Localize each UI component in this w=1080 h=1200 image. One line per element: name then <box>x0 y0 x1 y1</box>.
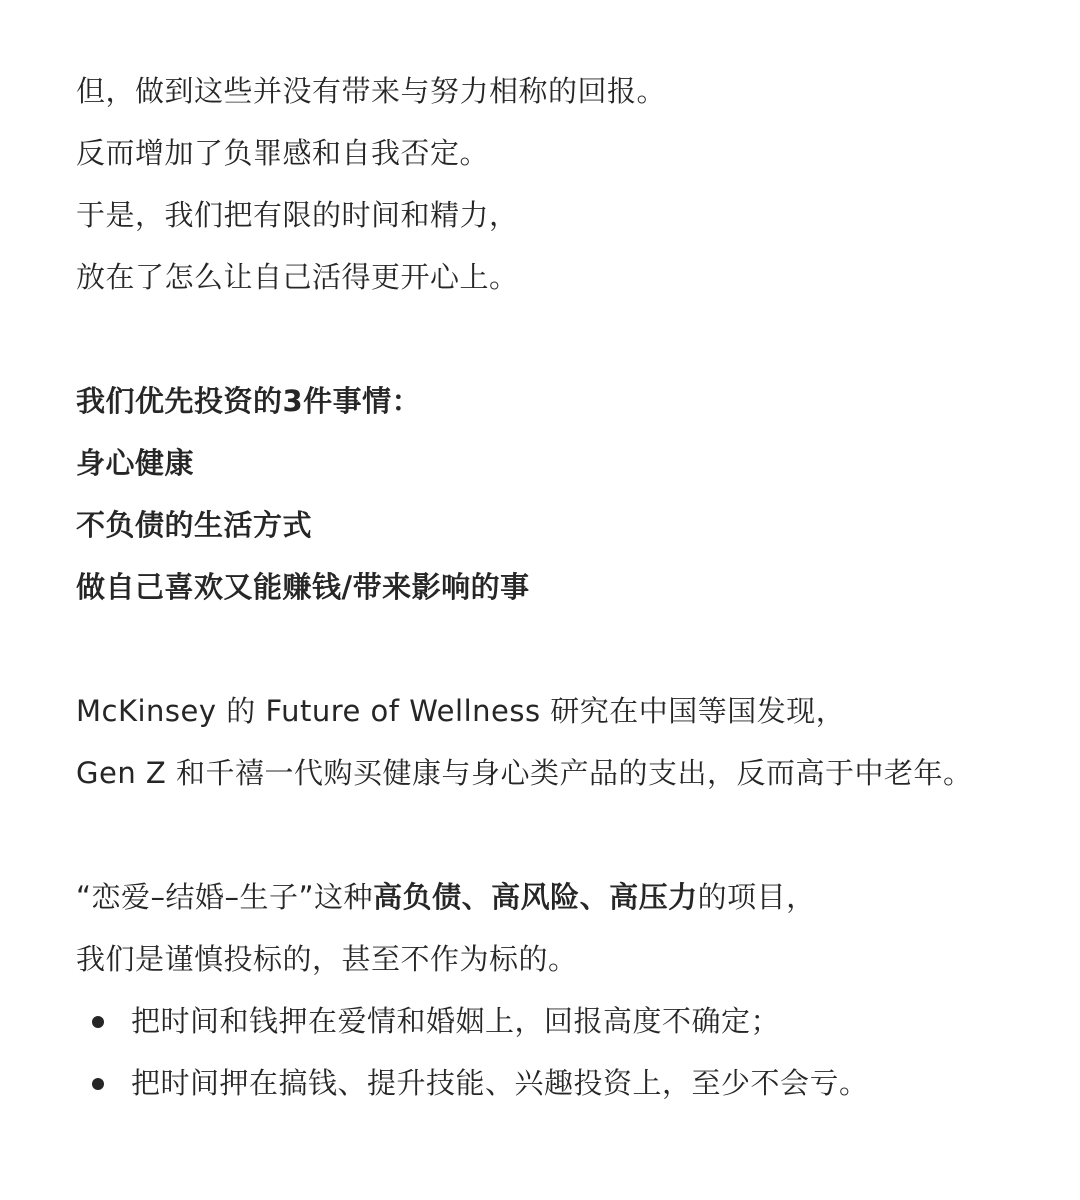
paragraph-gap <box>76 618 1040 680</box>
intro-line: 反而增加了负罪感和自我否定。 <box>76 136 490 170</box>
love-paragraph <box>76 866 1040 1114</box>
paragraph-gap <box>76 308 1040 370</box>
research-line: McKinsey 的 Future of Wellness 研究在中国等国发现， <box>76 694 846 728</box>
research-paragraph <box>76 680 1040 804</box>
priority-item: 做自己喜欢又能赚钱/带来影响的事 <box>76 570 530 604</box>
list-item-text: 把时间和钱押在爱情和婚姻上，回报高度不确定； <box>131 1004 781 1038</box>
love-line-2: 我们是谨慎投标的，甚至不作为标的。 <box>76 942 578 976</box>
priorities-heading: 我们优先投资的3件事情： <box>76 384 422 418</box>
list-item <box>76 1052 1040 1114</box>
bullet-list <box>76 990 1040 1114</box>
article-body <box>76 60 1040 1114</box>
priority-item: 身心健康 <box>76 446 195 480</box>
priority-item: 不负债的生活方式 <box>76 508 313 542</box>
intro-line: 放在了怎么让自己活得更开心上。 <box>76 260 519 294</box>
list-item-text: 把时间押在搞钱、提升技能、兴趣投资上，至少不会亏。 <box>131 1066 869 1100</box>
bullet-icon <box>92 1016 104 1028</box>
intro-line: 但，做到这些并没有带来与努力相称的回报。 <box>76 74 667 108</box>
love-line-1 <box>76 866 1040 928</box>
bullet-icon <box>92 1078 104 1090</box>
paragraph-gap <box>76 804 1040 866</box>
research-line: Gen Z 和千禧一代购买健康与身心类产品的支出，反而高于中老年。 <box>76 756 973 790</box>
priorities-section <box>76 370 1040 618</box>
intro-line: 于是，我们把有限的时间和精力， <box>76 198 519 232</box>
love-line-prefix: “恋爱–结婚–生子”这种 <box>76 880 374 914</box>
list-item <box>76 990 1040 1052</box>
love-line-emphasis: 高负债、高风险、高压力 <box>373 880 698 914</box>
love-line-suffix: 的项目， <box>697 880 816 914</box>
intro-paragraph <box>76 60 1040 308</box>
